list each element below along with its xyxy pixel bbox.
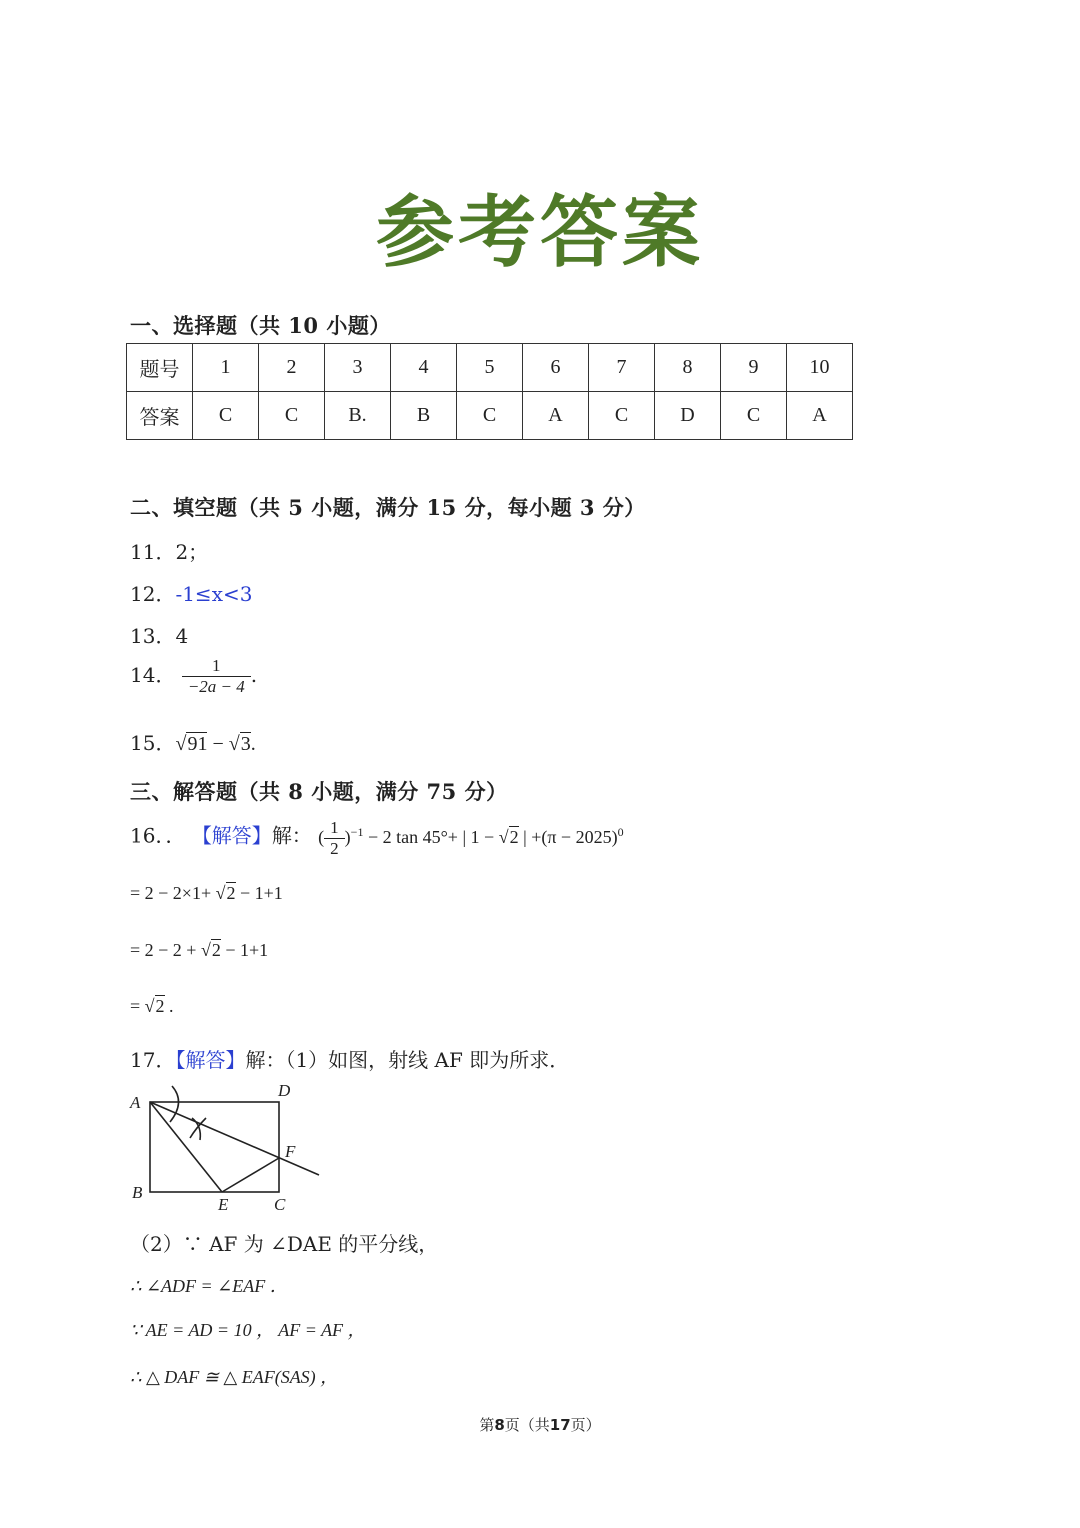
table-row-answers	[127, 392, 853, 440]
answer-fraction	[182, 656, 251, 697]
section-2-heading: 二、填空题（共 5 小题，满分 15 分，每小题 3 分）	[130, 495, 646, 520]
answer-value: -1≤x<3	[175, 582, 253, 606]
expression-part: = 2 − 2×1+	[130, 883, 216, 903]
table-cell: B	[391, 392, 457, 440]
table-cell: A	[787, 392, 853, 440]
fraction-denominator: 2	[324, 838, 345, 859]
label-a: A	[130, 1093, 141, 1112]
table-cell: 1	[193, 344, 259, 392]
table-cell: 6	[523, 344, 589, 392]
fraction-denominator: −2a − 4	[182, 676, 251, 697]
section-3-heading: 三、解答题（共 8 小题，满分 75 分）	[130, 779, 508, 804]
sqrt-value: 3	[240, 733, 251, 755]
answer-14	[130, 656, 257, 697]
question-number: 15．	[130, 731, 176, 755]
fraction-numerator: 1	[330, 818, 339, 837]
period: .	[250, 733, 256, 755]
step-1: = 2 − 2×1+ √2 − 1+1	[130, 883, 283, 903]
table-cell: 4	[391, 344, 457, 392]
page-title: 参考答案	[375, 188, 704, 278]
table-cell: 9	[721, 344, 787, 392]
expression-part: − 2 tan 45°+ | 1 −	[363, 826, 499, 847]
segment-ae	[150, 1102, 222, 1192]
expression-part: = 2 − 2 +	[130, 940, 201, 960]
answer-12	[130, 578, 252, 607]
answer-value: 4	[175, 624, 189, 648]
sqrt-value: 91	[187, 733, 208, 755]
step-2: = 2 − 2 + √2 − 1+1	[130, 940, 269, 960]
answer-value: 2；	[175, 540, 209, 564]
table-cell: C	[589, 392, 655, 440]
segment-ef	[222, 1158, 279, 1192]
proof-line-4: ∴ △ DAF ≅ △ EAF(SAS) ，	[130, 1367, 339, 1387]
table-cell: B.	[325, 392, 391, 440]
fraction-numerator: 1	[212, 656, 221, 675]
section-1-heading: 一、选择题（共 10 小题）	[130, 313, 391, 338]
page-footer	[0, 1414, 1080, 1435]
table-cell: 2	[259, 344, 325, 392]
table-row-numbers	[127, 344, 853, 392]
question-number: 14．	[130, 663, 176, 687]
solution-tag: 【解答】	[191, 823, 272, 848]
proof-line-1: （2）∵ AF 为 ∠DAE 的平分线，	[130, 1232, 439, 1256]
table-cell: A	[523, 392, 589, 440]
table-cell: 5	[457, 344, 523, 392]
table-cell: C	[721, 392, 787, 440]
answer-11	[130, 536, 208, 565]
sqrt-value: 2	[509, 826, 519, 847]
table-cell: 7	[589, 344, 655, 392]
expression-part: − 1+1	[235, 883, 283, 903]
sqrt-value: 2	[155, 996, 165, 1016]
proof-line-3: ∵ AE = AD = 10 ， AF = AF ，	[130, 1320, 366, 1340]
construction-arc	[170, 1086, 179, 1122]
table-cell: 10	[787, 344, 853, 392]
answer-table	[126, 343, 853, 440]
geometry-figure	[128, 1080, 328, 1215]
minus-sign: −	[207, 733, 229, 755]
table-header-cell: 题号	[127, 344, 193, 392]
expression-part: | +(π − 2025)	[518, 826, 618, 847]
sqrt-value: 2	[211, 940, 221, 960]
table-cell: 8	[655, 344, 721, 392]
expression-part: =	[130, 996, 145, 1016]
proof-line-2: ∴ ∠ADF = ∠EAF ．	[130, 1276, 288, 1296]
question-number: 17．	[130, 1048, 176, 1072]
table-cell: C	[193, 392, 259, 440]
footer-text: 第	[479, 1416, 495, 1434]
label-e: E	[218, 1195, 229, 1214]
label-f: F	[285, 1142, 296, 1161]
table-cell: 3	[325, 344, 391, 392]
expression-part: .	[164, 996, 174, 1016]
table-cell: C	[457, 392, 523, 440]
solution-text: 解：（1）如图，射线 AF 即为所求．	[245, 1048, 570, 1072]
answer-13	[130, 620, 188, 649]
period: .	[250, 663, 258, 687]
question-number: 16．．	[130, 823, 186, 848]
label-c: C	[274, 1195, 286, 1214]
question-number: 11．	[130, 540, 176, 564]
exponent: 0	[617, 824, 624, 839]
expression-part: − 1+1	[220, 940, 269, 960]
page-number: 8	[494, 1416, 505, 1434]
footer-text: 页（共	[504, 1416, 550, 1434]
table-header-cell: 答案	[127, 392, 193, 440]
page-total: 17	[549, 1416, 571, 1434]
answer-17	[130, 1044, 569, 1073]
answer-16	[130, 818, 624, 859]
label-d: D	[278, 1081, 291, 1100]
label-b: B	[132, 1183, 143, 1202]
expression: ( $\frac{1}{2}$ )$^{-1}$ − 2 tan 45°+ | 1 − √2 | $+(\pi - 2025)^0$	[318, 818, 624, 858]
table-cell: C	[259, 392, 325, 440]
table-cell: D	[655, 392, 721, 440]
solution-label: 解：	[271, 823, 312, 848]
answer-15: 15．√91 − √3.	[130, 731, 256, 755]
rectangle-abcd	[150, 1102, 279, 1192]
question-number: 13．	[130, 624, 176, 648]
footer-text: 页）	[570, 1416, 601, 1434]
sqrt-value: 2	[226, 883, 236, 903]
step-3: = √2 .	[130, 996, 174, 1016]
question-number: 12．	[130, 582, 176, 606]
exponent: −1	[350, 824, 364, 839]
solution-tag: 【解答】	[175, 1048, 246, 1072]
